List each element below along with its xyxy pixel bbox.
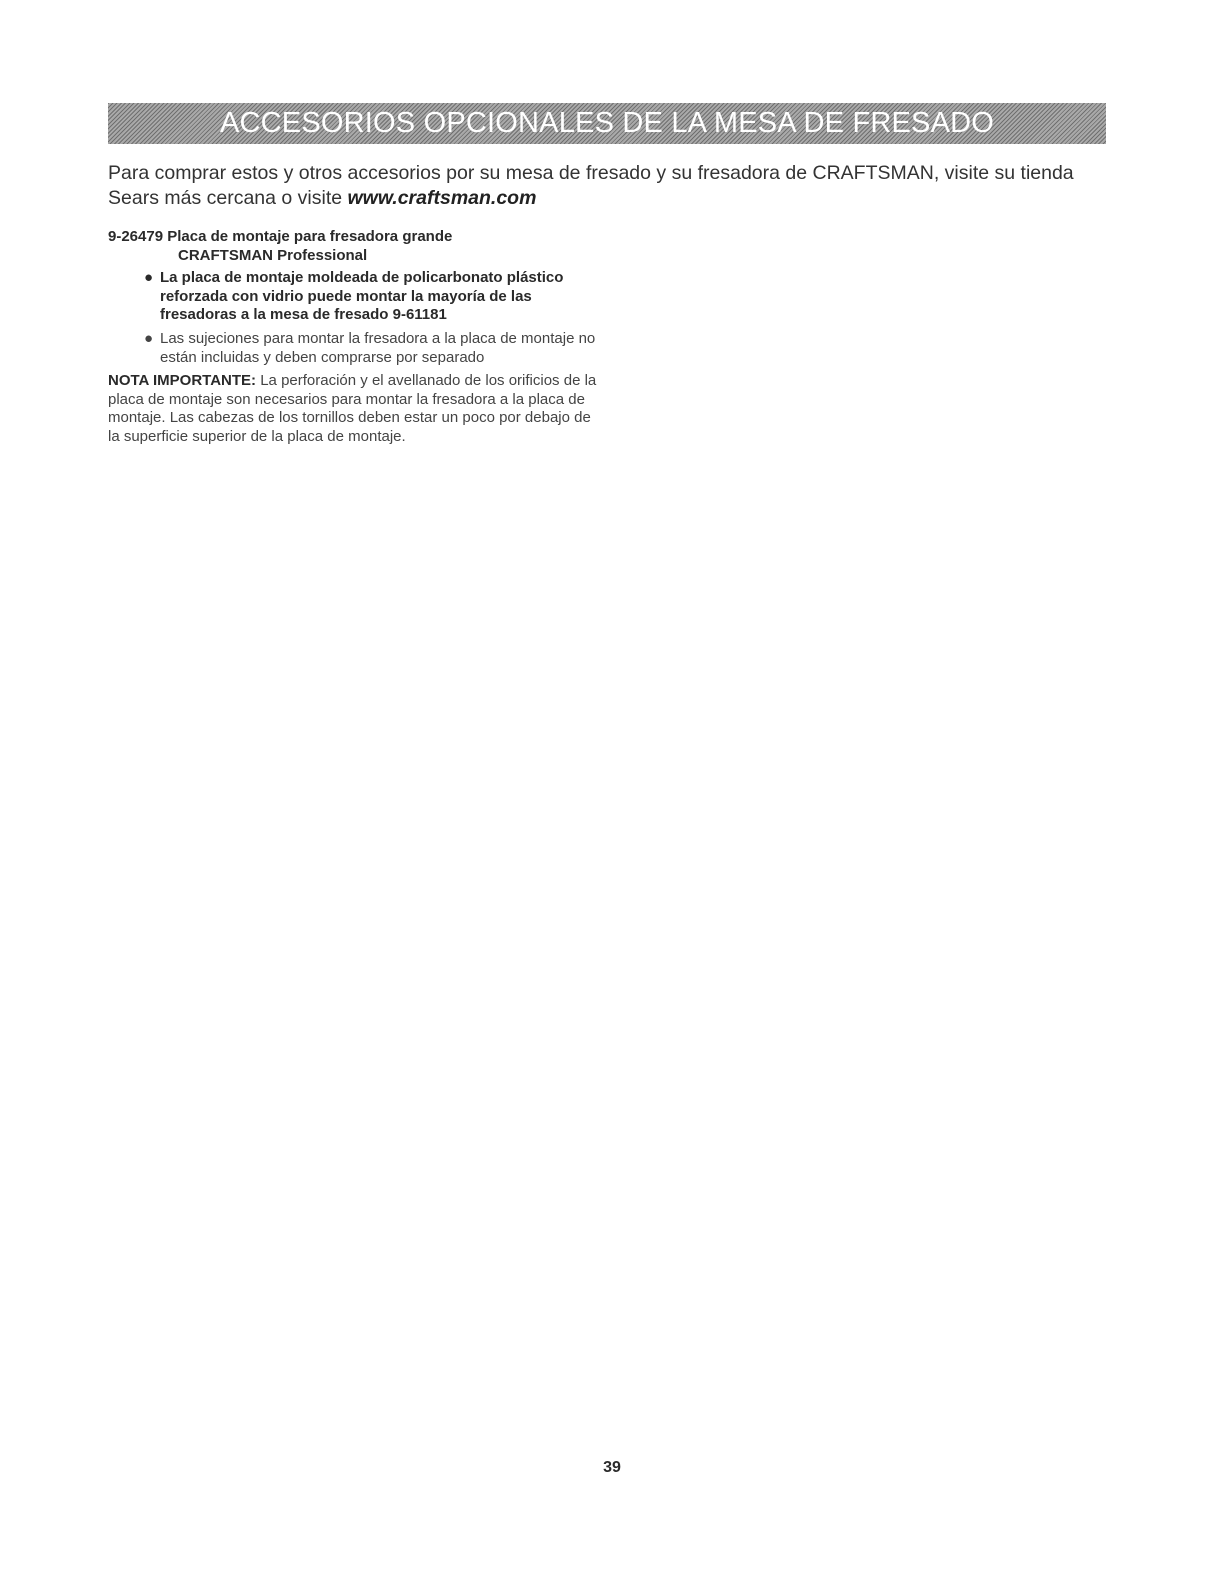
bullet-icon: ● [144, 269, 154, 287]
intro-paragraph [108, 161, 1108, 211]
page-number: 39 [603, 1459, 621, 1476]
list-item [144, 329, 603, 367]
bullet-icon: ● [144, 329, 154, 347]
accessory-heading-line2: CRAFTSMAN Professional [178, 246, 368, 264]
bullet-text: Las sujeciones para montar la fresadora a la placa de montaje no están incluidas y deben comprarse por separado [160, 329, 596, 366]
note-text: La perforación y el avellanado de los orificios de la placa de montaje son necesarios para montar la fresadora a la placa de montaje. Las cabezas de los tornillos deben estar un poco por debajo de la superficie superior de la placa de montaje. [108, 372, 597, 445]
note-label: NOTA IMPORTANTE: [108, 372, 257, 390]
list-item [144, 269, 603, 325]
section-title: ACCESORIOS OPCIONALES DE LA MESA DE FRESADO [219, 107, 995, 139]
section-banner [108, 103, 1106, 144]
bullet-text: La placa de montaje moldeada de policarbonato plástico reforzada con vidrio puede montar la mayoría de las fresadoras a la mesa de fresado 9-61181 [160, 269, 564, 324]
accessory-heading [108, 228, 603, 265]
accessory-bullet-list [108, 269, 603, 367]
important-note [108, 372, 603, 446]
intro-text: Para comprar estos y otros accesorios por su mesa de fresado y su fresadora de CRAFTSMAN, visite su tienda Sears más cercana o visite [108, 162, 1074, 209]
website-link[interactable]: www.craftsman.com [347, 187, 537, 209]
accessory-heading-line1: 9-26479 Placa de montaje para fresadora grande [108, 228, 453, 245]
accessory-column [108, 228, 603, 447]
